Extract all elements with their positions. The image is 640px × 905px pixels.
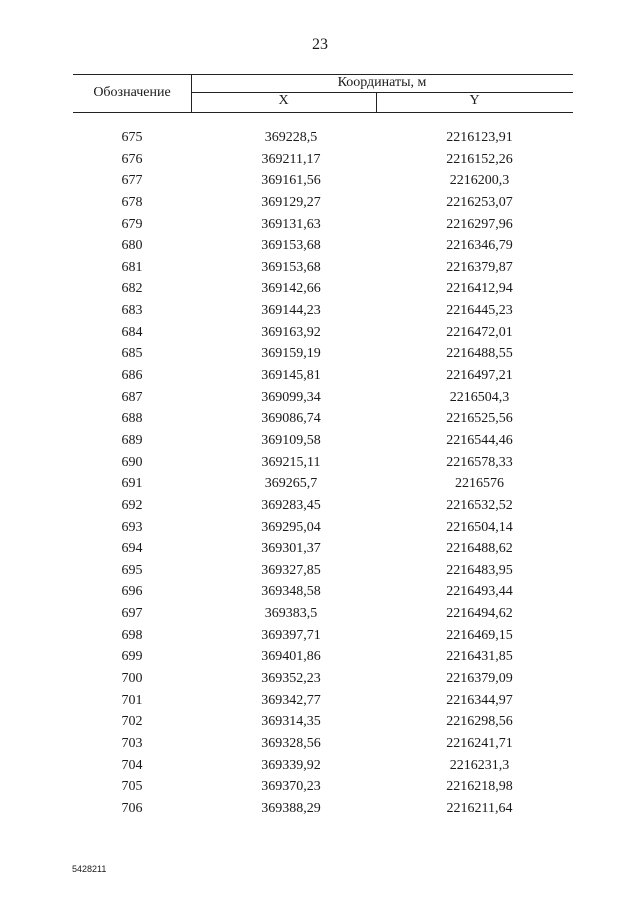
x-coordinate-cell: 369215,11 — [261, 454, 321, 470]
y-coordinate-cell: 2216497,21 — [446, 368, 513, 384]
point-id-cell: 692 — [121, 497, 143, 513]
y-coordinate-cell: 2216488,55 — [446, 346, 513, 362]
x-coordinate-cell: 369352,23 — [261, 671, 321, 687]
y-coordinate-cell: 2216297,96 — [446, 216, 513, 232]
x-coordinate-cell: 369109,58 — [261, 432, 321, 448]
y-coordinate-cell: 2216211,64 — [446, 800, 513, 816]
table-row — [73, 625, 573, 647]
table-row — [73, 387, 573, 409]
table-row — [73, 560, 573, 582]
page-number: 23 — [312, 36, 328, 53]
table-row — [73, 170, 573, 192]
point-id-cell: 686 — [121, 368, 143, 384]
x-coordinate-cell: 369163,92 — [261, 324, 321, 340]
x-column-header: X — [278, 93, 289, 108]
point-id-cell: 698 — [121, 627, 143, 643]
point-id-cell: 678 — [121, 194, 143, 210]
x-coordinate-cell: 369153,68 — [261, 238, 321, 254]
x-coordinate-cell: 369211,17 — [261, 151, 321, 167]
x-coordinate-cell: 369228,5 — [264, 130, 318, 145]
header-bottom-rule — [73, 112, 573, 113]
x-coordinate-cell: 369370,23 — [261, 779, 321, 795]
y-coordinate-cell: 2216298,56 — [446, 714, 513, 730]
x-coordinate-cell: 369348,58 — [261, 584, 321, 600]
table-row — [73, 235, 573, 257]
y-coordinate-cell: 2216544,46 — [446, 432, 513, 448]
y-coordinate-cell: 2216483,95 — [446, 562, 513, 578]
y-coordinate-cell: 2216412,94 — [446, 281, 513, 297]
y-coordinate-cell: 2216379,09 — [446, 671, 513, 687]
y-coordinate-cell: 2216445,23 — [446, 303, 513, 319]
table-row — [73, 343, 573, 365]
y-coordinate-cell: 2216218,98 — [446, 779, 513, 795]
table-row — [73, 214, 573, 236]
x-coordinate-cell: 369144,23 — [261, 303, 321, 319]
point-id-cell: 679 — [121, 216, 143, 232]
point-id-cell: 680 — [121, 238, 143, 254]
x-coordinate-cell: 369283,45 — [261, 497, 321, 513]
point-id-cell: 677 — [121, 173, 143, 189]
point-id-cell: 676 — [121, 151, 143, 167]
y-coordinate-cell: 2216578,33 — [446, 454, 513, 470]
table-row — [73, 711, 573, 733]
x-coordinate-cell: 369131,63 — [261, 216, 321, 232]
y-coordinate-cell: 2216504,3 — [449, 389, 510, 405]
y-column-header: Y — [469, 93, 480, 108]
point-id-cell: 701 — [121, 692, 143, 708]
coordinates-header: Координаты, м — [337, 75, 427, 90]
point-id-cell: 683 — [121, 303, 143, 319]
table-row — [73, 127, 573, 149]
point-id-cell: 706 — [121, 800, 143, 816]
y-coordinate-cell: 2216152,26 — [446, 151, 513, 167]
point-id-cell: 681 — [121, 259, 143, 275]
table-row — [73, 257, 573, 279]
point-id-cell: 697 — [121, 606, 143, 622]
x-coordinate-cell: 369314,35 — [261, 714, 321, 730]
table-row — [73, 690, 573, 712]
y-coordinate-cell: 2216379,87 — [446, 259, 513, 275]
x-coordinate-cell: 369328,56 — [261, 735, 321, 751]
point-id-cell: 687 — [121, 389, 143, 405]
table-row — [73, 408, 573, 430]
table-row — [73, 668, 573, 690]
table-row — [73, 581, 573, 603]
y-coordinate-cell: 2216344,97 — [446, 692, 513, 708]
y-coordinate-cell: 2216431,85 — [446, 649, 513, 665]
point-id-cell: 700 — [121, 671, 143, 687]
table-row — [73, 192, 573, 214]
x-coordinate-cell: 369301,37 — [261, 541, 321, 557]
x-coordinate-cell: 369086,74 — [261, 411, 321, 427]
point-id-cell: 688 — [121, 411, 143, 427]
table-row — [73, 495, 573, 517]
y-coordinate-cell: 2216488,62 — [446, 541, 513, 557]
y-coordinate-cell: 2216472,01 — [446, 324, 513, 340]
table-row — [73, 733, 573, 755]
y-coordinate-cell: 2216253,07 — [446, 194, 513, 210]
x-coordinate-cell: 369397,71 — [261, 627, 321, 643]
y-coordinate-cell: 2216231,3 — [449, 757, 510, 773]
designation-header: Обозначение — [93, 85, 171, 100]
point-id-cell: 694 — [121, 541, 143, 557]
x-coordinate-cell: 369265,7 — [264, 476, 318, 492]
x-coordinate-cell: 369099,34 — [261, 389, 321, 405]
point-id-cell: 703 — [121, 735, 143, 751]
x-coordinate-cell: 369383,5 — [264, 606, 318, 622]
table-row — [73, 646, 573, 668]
x-coordinate-cell: 369388,29 — [261, 800, 321, 816]
point-id-cell: 705 — [121, 779, 143, 795]
point-id-cell: 685 — [121, 346, 143, 362]
table-row — [73, 430, 573, 452]
point-id-cell: 684 — [121, 324, 143, 340]
y-coordinate-cell: 2216346,79 — [446, 238, 513, 254]
y-coordinate-cell: 2216469,15 — [446, 627, 513, 643]
point-id-cell: 693 — [121, 519, 143, 535]
point-id-cell: 702 — [121, 714, 143, 730]
y-coordinate-cell: 2216504,14 — [446, 519, 513, 535]
table-header — [73, 74, 573, 114]
table-row — [73, 300, 573, 322]
y-coordinate-cell: 2216123,91 — [446, 130, 513, 145]
y-coordinate-cell: 2216532,52 — [446, 497, 513, 513]
point-id-cell: 675 — [121, 130, 143, 145]
y-coordinate-cell: 2216494,62 — [446, 606, 513, 622]
point-id-cell: 704 — [121, 757, 143, 773]
point-id-cell: 689 — [121, 432, 143, 448]
table-row — [73, 452, 573, 474]
table-row — [73, 278, 573, 300]
x-coordinate-cell: 369153,68 — [261, 259, 321, 275]
table-row — [73, 517, 573, 539]
point-id-cell: 682 — [121, 281, 143, 297]
point-id-cell: 695 — [121, 562, 143, 578]
point-id-cell: 696 — [121, 584, 143, 600]
table-row — [73, 798, 573, 820]
coordinates-table-body — [73, 127, 573, 820]
point-id-cell: 691 — [121, 476, 143, 492]
table-row — [73, 603, 573, 625]
table-row — [73, 149, 573, 171]
y-coordinate-cell: 2216493,44 — [446, 584, 513, 600]
table-row — [73, 776, 573, 798]
x-coordinate-cell: 369161,56 — [261, 173, 321, 189]
x-coordinate-cell: 369401,86 — [261, 649, 321, 665]
point-id-cell: 690 — [121, 454, 143, 470]
table-row — [73, 538, 573, 560]
point-id-cell: 699 — [121, 649, 143, 665]
x-coordinate-cell: 369159,19 — [261, 346, 321, 362]
x-coordinate-cell: 369295,04 — [261, 519, 321, 535]
x-coordinate-cell: 369129,27 — [261, 194, 321, 210]
table-row — [73, 473, 573, 495]
document-code: 5428211 — [72, 864, 107, 874]
x-coordinate-cell: 369339,92 — [261, 757, 321, 773]
table-row — [73, 322, 573, 344]
table-row — [73, 755, 573, 777]
x-coordinate-cell: 369145,81 — [261, 368, 321, 384]
y-coordinate-cell: 2216576 — [455, 476, 504, 492]
y-coordinate-cell: 2216525,56 — [446, 411, 513, 427]
y-coordinate-cell: 2216200,3 — [449, 173, 510, 189]
x-coordinate-cell: 369327,85 — [261, 562, 321, 578]
x-coordinate-cell: 369342,77 — [261, 692, 321, 708]
table-row — [73, 365, 573, 387]
x-coordinate-cell: 369142,66 — [261, 281, 321, 297]
y-coordinate-cell: 2216241,71 — [446, 735, 513, 751]
